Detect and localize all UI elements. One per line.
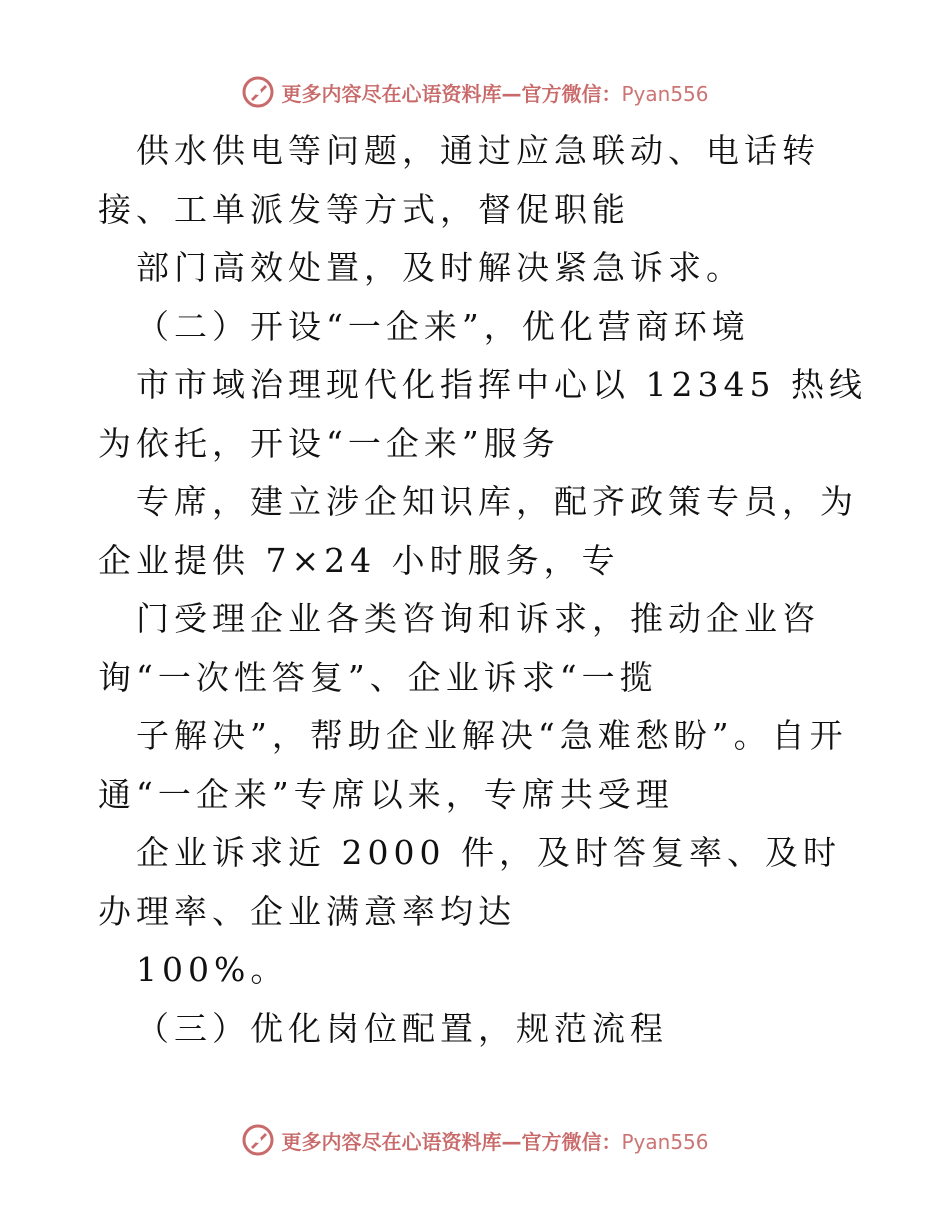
paragraph: 企业诉求近 2000 件，及时答复率、及时办理率、企业满意率均达: [98, 833, 841, 931]
pen-logo-icon: [241, 1123, 275, 1157]
paragraph: 部门高效处置，及时解决紧急诉求。: [136, 248, 744, 287]
paragraph: 100%。: [136, 950, 289, 989]
watermark-id: Pyan556: [621, 1129, 709, 1154]
watermark-text: 更多内容尽在心语资料库—官方微信：Pyan556: [281, 1129, 709, 1154]
section-heading: （三）优化岗位配置，规范流程: [136, 1008, 668, 1048]
paragraph: 供水供电等问题，通过应急联动、电话转接、工单派发等方式，督促职能: [98, 131, 820, 229]
watermark-id: Pyan556: [621, 81, 709, 106]
section-heading: （二）开设“一企来”，优化营商环境: [136, 306, 750, 346]
paragraph: 市市域治理现代化指挥中心以 12345 热线为依托，开设“一企来”服务: [98, 365, 867, 463]
footer-watermark: [0, 1120, 950, 1160]
paragraph: 子解决”，帮助企业解决“急难愁盼”。自开通“一企来”专席以来，专席共受理: [98, 716, 848, 814]
watermark-text: 更多内容尽在心语资料库—官方微信：Pyan556: [281, 81, 709, 106]
paragraph: 专席，建立涉企知识库，配齐政策专员，为企业提供 7×24 小时服务，专: [98, 482, 858, 580]
pen-logo-icon: [241, 75, 275, 109]
document-body: [98, 122, 868, 1058]
paragraph: 门受理企业各类咨询和诉求，推动企业咨询“一次性答复”、企业诉求“一揽: [98, 599, 820, 697]
header-watermark: [0, 72, 950, 112]
